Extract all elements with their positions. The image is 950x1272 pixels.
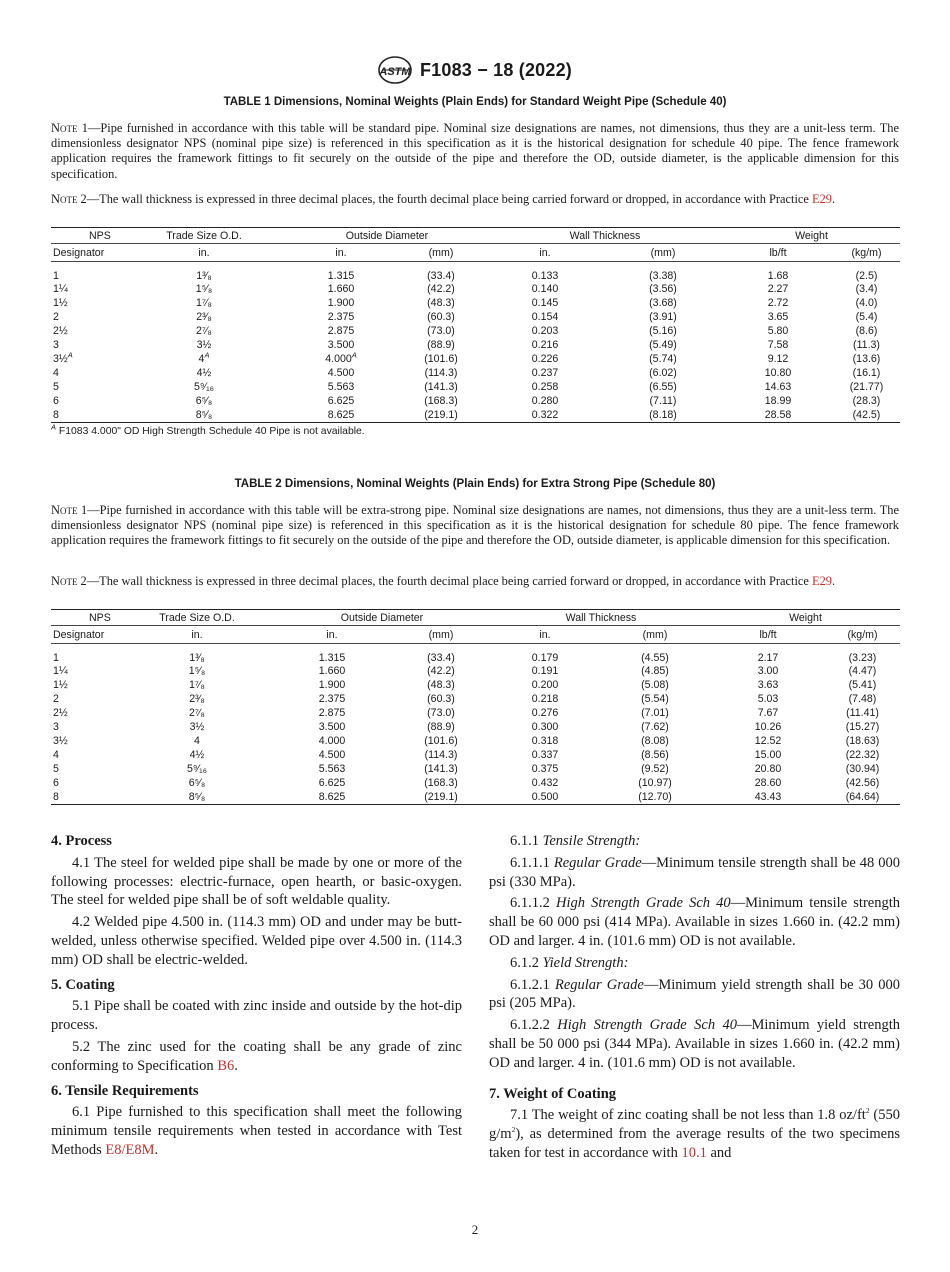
table2-cell: 8 — [51, 791, 121, 805]
table1-cell: (101.6) — [424, 352, 458, 365]
table2-header-nps: NPS — [51, 610, 121, 626]
table2-cell: (4.47) — [848, 665, 877, 678]
table1-cell: 2 — [53, 311, 59, 324]
table1-note1-lead: Note 1 — [51, 121, 88, 135]
table2-unit: (kg/m) — [825, 626, 900, 644]
table1-unit: (mm) — [395, 244, 487, 262]
table1-cell: (7.11) — [649, 394, 677, 407]
table2-cell: 1 — [53, 651, 59, 664]
table2-unit: in. — [491, 626, 599, 644]
table2-cell: (18.63) — [845, 734, 880, 747]
table2-unit: (mm) — [391, 626, 491, 644]
table1-cell: 2.27 — [767, 283, 789, 296]
table2-note1-lead: Note 1 — [51, 503, 88, 517]
table2-note2-text: —The wall thickness is expressed in three decimal places, the fourth decimal place being carried forward or dropped, in accordance with Practice — [86, 574, 812, 588]
table2-cell: 8⁵⁄₈ — [121, 791, 273, 805]
table2-row — [51, 665, 900, 679]
table2-cell: (30.94) — [845, 762, 880, 775]
para-6-1-1-2: 6.1.1.2 High Strength Grade Sch 40—Minimum tensile strength shall be 60 000 psi (414 MPa). Available in sizes 1.660 in. (42.2 mm) OD and larger. 4 in. (101.6 mm) OD is not available. — [489, 895, 901, 949]
table2-cell: (114.3) — [424, 748, 458, 761]
section-7-heading: 7. Weight of Coating — [489, 1085, 617, 1102]
table1-cell: (219.1) — [395, 409, 487, 423]
table1-cell: $4.000^A$ — [325, 350, 357, 365]
table1-cell: 5.563 — [327, 380, 355, 393]
table1-cell: 5⁹⁄₁₆ — [193, 380, 215, 393]
table1-header-outside-diameter: Outside Diameter — [287, 228, 487, 244]
table1-cell: 1.68 — [767, 269, 789, 282]
table2-cell: 28.60 — [754, 776, 782, 789]
footnote-ref: A — [67, 350, 73, 360]
table1-cell: 3.65 — [767, 311, 789, 324]
table1-row — [51, 409, 900, 423]
table2-cell: (9.52) — [641, 762, 669, 775]
table1-cell: 0.203 — [531, 325, 559, 338]
table2-cell: 5.563 — [318, 762, 346, 775]
table1-cell: (42.2) — [427, 283, 455, 296]
table2-cell: (5.08) — [641, 679, 669, 692]
table1-row — [51, 297, 900, 311]
table1-note2-text: —The wall thickness is expressed in three decimal places, the fourth decimal place being carried forward or dropped, in accordance with Practice — [86, 192, 812, 206]
table2-cell: 15.00 — [754, 748, 782, 761]
table2-cell: (22.32) — [845, 748, 880, 761]
body-left-column — [51, 832, 462, 1163]
table1-cell: 5.80 — [767, 325, 789, 338]
table2-cell: (5.54) — [641, 693, 669, 706]
para-7-1: 7.1 The weight of zinc coating shall be not less than 1.8 $oz/ft^2$ (550 $g/m^2$), as determined from the average results of the two specimens taken for test in accordance with 10.1 and — [489, 1106, 900, 1161]
table1-cell: $4^A$ — [198, 350, 210, 365]
table2-cell: (8.56) — [641, 748, 669, 761]
table1-cell: 10.80 — [764, 366, 792, 379]
table1-cell: 1⁷⁄₈ — [196, 297, 212, 310]
table1-cell: 0.154 — [531, 311, 559, 324]
table2-row — [51, 763, 900, 777]
table2-cell: 4 — [194, 734, 200, 747]
table2-cell: 4.000 — [318, 734, 346, 747]
astm-logo-icon — [378, 56, 412, 84]
table2-cell: 6⁵⁄₈ — [188, 776, 206, 789]
table1-e29-link[interactable]: E29 — [812, 192, 832, 206]
para-6-1-2-1: 6.1.2.1 Regular Grade—Minimum yield strength shall be 30 000 psi (205 MPa). — [489, 976, 901, 1012]
table1-unit: in. — [287, 244, 395, 262]
table2-cell: (219.1) — [391, 791, 491, 805]
table1-cell: 0.216 — [531, 339, 559, 352]
table1-unit: Designator — [51, 244, 121, 262]
table2-cell: 4½ — [189, 748, 205, 761]
table1-note1 — [51, 121, 899, 182]
table2-cell: 0.318 — [531, 734, 559, 747]
table1-cell: 0.140 — [531, 283, 559, 296]
para-6-1-2: 6.1.2 Yield Strength: — [510, 954, 629, 971]
table2-cell: 1³⁄₈ — [189, 651, 205, 664]
table2-cell: (42.2) — [427, 665, 455, 678]
table1-cell: 14.63 — [764, 380, 792, 393]
table1-cell: 28.58 — [723, 409, 833, 423]
table1-note1-text: —Pipe furnished in accordance with this table will be standard pipe. Nominal size designations are names, not dimensions, thus they are a unit-less term. The dimensionless designator NPS (nominal pipe size) is referenced in this specification as it is the historical designation for schedule 40 pipe. The fence framework application requires the framework fittings to fit securely on the outside of the pipe and therefore the OD, outside diameter, is the applicable dimension for this specification. — [51, 121, 899, 181]
table2-cell: (3.23) — [848, 651, 877, 664]
table1-cell: 6⁵⁄₈ — [195, 394, 213, 407]
table2-cell: 5⁹⁄₁₆ — [186, 762, 208, 775]
footnote-ref: A — [204, 350, 210, 360]
para-5-1: 5.1 Pipe shall be coated with zinc inside and outside by the hot-dip process. — [51, 998, 462, 1034]
table2-cell: (60.3) — [427, 693, 455, 706]
table1-cell: (4.0) — [855, 297, 878, 310]
table2-cell: (64.64) — [825, 791, 900, 805]
table1-cell: (8.18) — [603, 409, 723, 423]
table1-cell: 18.99 — [764, 394, 792, 407]
table1-cell: 0.145 — [531, 297, 559, 310]
table2-unit: in. — [121, 626, 273, 644]
table1-header-wall-thickness: Wall Thickness — [487, 228, 723, 244]
table2-cell: (4.55) — [641, 651, 669, 664]
para-6-1-2-2: 6.1.2.2 High Strength Grade Sch 40—Minimum yield strength shall be 50 000 psi (344 MPa). Available in sizes 1.660 in. (42.2 mm) OD and larger. 4 in. (101.6 mm) OD is not available. — [489, 1017, 901, 1071]
table1-cell: (88.9) — [427, 339, 455, 352]
table2-cell: (8.08) — [641, 734, 669, 747]
table2-cell: 3.500 — [318, 721, 346, 734]
table1-row — [51, 367, 900, 381]
e8-link[interactable]: E8/E8M — [105, 1141, 155, 1158]
table2-cell: 3.63 — [757, 679, 779, 692]
table1-cell: 2.875 — [327, 325, 355, 338]
table2-cell: (7.01) — [641, 707, 669, 720]
table1-cell: 1.315 — [327, 269, 355, 282]
table2-cell: 0.276 — [531, 707, 559, 720]
table2-cell: (73.0) — [427, 707, 455, 720]
table2-cell: 3.00 — [757, 665, 779, 678]
table1-cell: 4.500 — [327, 366, 355, 379]
table1-cell: (5.49) — [649, 339, 677, 352]
table2-row — [51, 777, 900, 791]
table1-cell: (33.4) — [427, 269, 455, 282]
table2-cell: (33.4) — [427, 651, 455, 664]
para-6-1: 6.1 Pipe furnished to this specification shall meet the following minimum tensile requirements when tested in accordance with Test Methods E8/E8M. — [51, 1104, 462, 1158]
table1-row — [51, 283, 900, 297]
table2-note2: Note 2—The wall thickness is expressed in three decimal places, the fourth decimal place being carried forward or dropped, in accordance with Practice E29. — [51, 574, 836, 588]
table1-cell: (3.4) — [855, 283, 878, 296]
table2-cell: (101.6) — [424, 734, 458, 747]
table1-cell: 1¼ — [53, 283, 68, 296]
table1-cell: 2⁷⁄₈ — [196, 325, 212, 338]
table2-unit: in. — [273, 626, 391, 644]
table2-row — [51, 735, 900, 749]
table1-cell: (21.77) — [849, 380, 884, 393]
page-header — [0, 56, 950, 84]
table1-cell: 6.625 — [327, 394, 355, 407]
table1-cell: (60.3) — [427, 311, 455, 324]
table2-cell: 0.375 — [531, 762, 559, 775]
table2-cell: 1½ — [53, 679, 68, 692]
table2-cell: 2 — [53, 693, 59, 706]
table2-cell: 10.26 — [754, 721, 782, 734]
table2-cell: 6 — [53, 776, 59, 789]
table2-cell: (12.70) — [599, 791, 711, 805]
table1-cell: (42.5) — [833, 409, 900, 423]
table2-cell: 2.17 — [757, 651, 779, 664]
table1-unit: in. — [121, 244, 287, 262]
table2-header-wall-thickness: Wall Thickness — [491, 610, 711, 626]
table2-cell: 0.179 — [531, 651, 559, 664]
table1-cell: (11.3) — [853, 339, 880, 352]
table2-row — [51, 707, 900, 721]
page-number: 2 — [471, 1222, 479, 1237]
table1-cell: (3.38) — [649, 269, 677, 282]
table2-cell: (7.48) — [848, 693, 877, 706]
table1-note2: Note 2—The wall thickness is expressed in three decimal places, the fourth decimal place being carried forward or dropped, in accordance with Practice E29. — [51, 192, 836, 206]
section-6-heading: 6. Tensile Requirements — [51, 1082, 199, 1099]
table1-header-trade-size: Trade Size O.D. — [121, 228, 287, 244]
table2-cell: 6.625 — [318, 776, 346, 789]
table2-cell: (88.9) — [427, 721, 455, 734]
table2-row — [51, 721, 900, 735]
table1-cell: 2.375 — [327, 311, 355, 324]
table2-cell: 4 — [53, 748, 59, 761]
table1-cell: (13.6) — [852, 352, 881, 365]
table2-header-trade-size: Trade Size O.D. — [121, 610, 273, 626]
table2-cell: (42.56) — [845, 776, 880, 789]
table1-cell: 3.500 — [327, 339, 355, 352]
table1-unit: lb/ft — [723, 244, 833, 262]
table2-cell: 5 — [53, 762, 59, 775]
table1-title: TABLE 1 Dimensions, Nominal Weights (Plain Ends) for Standard Weight Pipe (Schedule 40) — [223, 96, 727, 108]
table2-cell: 43.43 — [711, 791, 825, 805]
table1-cell: 1 — [53, 269, 59, 282]
table2-cell: (11.41) — [846, 707, 879, 720]
table1-cell: (6.55) — [649, 380, 677, 393]
table2-row — [51, 652, 900, 666]
table1-cell: (141.3) — [424, 380, 458, 393]
table1-cell: (5.4) — [855, 311, 878, 324]
table2-cell: 2½ — [53, 707, 68, 720]
table1-cell: 2.72 — [767, 297, 789, 310]
table1-cell: (2.5) — [855, 269, 878, 282]
table2-cell: 1.315 — [318, 651, 346, 664]
table1-cell: 8.625 — [287, 409, 395, 423]
table2-cell: 0.337 — [531, 748, 559, 761]
table1-cell: 3½$^A$ — [53, 350, 73, 365]
table1-cell: 0.237 — [531, 366, 559, 379]
table2-cell: 7.67 — [757, 707, 779, 720]
table1-cell: (73.0) — [427, 325, 455, 338]
para-6-1-1: 6.1.1 Tensile Strength: — [510, 833, 641, 849]
table1-cell: 7.58 — [767, 339, 789, 352]
table1-row — [51, 381, 900, 395]
table2-title: TABLE 2 Dimensions, Nominal Weights (Plain Ends) for Extra Strong Pipe (Schedule 80) — [234, 478, 716, 490]
table2-cell: (141.3) — [424, 762, 458, 775]
table2-cell: 1.660 — [318, 665, 346, 678]
table1-cell: 0.322 — [487, 409, 603, 423]
table1-cell: (6.02) — [649, 366, 677, 379]
table1-row — [51, 353, 900, 367]
table2 — [51, 609, 900, 805]
table1-cell: (114.3) — [424, 366, 458, 379]
table2-cell: 1⁷⁄₈ — [189, 679, 205, 692]
table1-header-nps: NPS — [51, 228, 121, 244]
table2-cell: (10.97) — [638, 776, 672, 789]
footnote-mark: A — [51, 422, 57, 432]
table1-unit: in. — [487, 244, 603, 262]
table1-cell: 5 — [53, 380, 59, 393]
table2-cell: (7.62) — [641, 721, 669, 734]
table1-cell: 0.133 — [531, 269, 559, 282]
table1-cell: (5.74) — [649, 352, 677, 365]
table1-cell: 3½ — [196, 339, 212, 352]
footnote-ref: A — [351, 350, 357, 360]
section-5-heading: 5. Coating — [51, 976, 115, 993]
table1-note2-lead: Note 2 — [51, 192, 87, 206]
table2-cell: 5.03 — [757, 693, 779, 706]
table1-cell: (16.1) — [852, 366, 881, 379]
table2-row — [51, 791, 900, 805]
section-4-heading: 4. Process — [51, 833, 112, 849]
table2-cell: 0.200 — [531, 679, 559, 692]
table1-cell: 9.12 — [767, 352, 789, 365]
table1-cell: 3 — [53, 339, 59, 352]
table2-cell: 2.875 — [318, 707, 346, 720]
table2-cell: 20.80 — [754, 762, 782, 775]
table1-cell: 0.226 — [531, 352, 559, 365]
table2-cell: 1¼ — [53, 665, 68, 678]
table2-header-outside-diameter: Outside Diameter — [273, 610, 491, 626]
table1-cell: (48.3) — [427, 297, 455, 310]
para-5-2: 5.2 The zinc used for the coating shall be any grade of zinc conforming to Specification B6. — [51, 1038, 462, 1074]
table1-unit: (kg/m) — [833, 244, 900, 262]
table1-cell: 0.258 — [531, 380, 559, 393]
para-6-1-1-1: 6.1.1.1 Regular Grade—Minimum tensile strength shall be 48 000 psi (330 MPa). — [489, 854, 900, 890]
table2-cell: 12.52 — [754, 734, 782, 747]
table1-cell: 1.660 — [327, 283, 355, 296]
table1-cell: 4 — [53, 366, 59, 379]
table2-cell: 3½ — [189, 721, 205, 734]
table2-cell: (15.27) — [845, 721, 880, 734]
table2-cell: 0.300 — [531, 721, 559, 734]
table1-row — [51, 311, 900, 325]
table2-unit: lb/ft — [711, 626, 825, 644]
table1 — [51, 227, 900, 423]
table1-unit: (mm) — [603, 244, 723, 262]
table1-cell: 1³⁄₈ — [196, 269, 212, 282]
table2-cell: 8.625 — [273, 791, 391, 805]
table2-cell: 3½ — [53, 734, 68, 747]
table2-row — [51, 679, 900, 693]
table2-note1 — [51, 503, 899, 549]
table2-header-weight: Weight — [711, 610, 900, 626]
table1-cell: (8.6) — [855, 325, 878, 338]
document-id: F1083 − 18 (2022) — [419, 59, 572, 80]
table1-footnote — [51, 422, 365, 437]
table2-cell: 0.500 — [491, 791, 599, 805]
table2-note2-lead: Note 2 — [51, 574, 87, 588]
table2-cell: 1⁵⁄₈ — [188, 665, 206, 678]
table2-cell: 4.500 — [318, 748, 346, 761]
table1-cell: (28.3) — [852, 394, 881, 407]
table1-cell: 6 — [53, 394, 59, 407]
table1-row — [51, 339, 900, 353]
para-4-2: 4.2 Welded pipe 4.500 in. (114.3 mm) OD and under may be butt-welded, unless otherwise specified. Welded pipe over 4.500 in. (114.3 mm) OD shall be electric-welded. — [51, 914, 462, 968]
table1-row — [51, 395, 900, 409]
table2-note1-text: —Pipe furnished in accordance with this table will be extra-strong pipe. Nominal size designations are names, not dimensions, thus they are a unit-less term. The dimensionless designator NPS (nominal pipe size) is referenced in this specification as it is the historical designation for schedule 80 pipe. The fence framework application requires the framework fittings to fit securely on the outside of the pipe and therefore the OD, outside diameter, is applicable dimension for this specification. — [51, 503, 899, 548]
table1-cell: (3.91) — [649, 311, 677, 324]
table2-cell: 2.375 — [318, 693, 346, 706]
table1-cell: 2½ — [53, 325, 68, 338]
table2-row — [51, 749, 900, 763]
table1-cell: 1.900 — [327, 297, 355, 310]
para-4-1: 4.1 The steel for welded pipe shall be made by one or more of the following processes: electric-furnace, open hearth, or basic-oxygen. The steel for welded pipe shall be of soft weldable quality. — [51, 854, 462, 909]
table2-row — [51, 693, 900, 707]
table1-cell: (168.3) — [424, 394, 458, 407]
table2-cell: 0.432 — [531, 776, 559, 789]
table2-cell: 0.191 — [531, 665, 559, 678]
table1-cell: 1⁵⁄₈ — [195, 283, 213, 296]
table2-cell: 2⁷⁄₈ — [189, 707, 205, 720]
table2-unit: (mm) — [599, 626, 711, 644]
table2-cell: (168.3) — [424, 776, 458, 789]
table1-cell: 2³⁄₈ — [196, 311, 212, 324]
body-right-column — [489, 832, 900, 1166]
table1-row — [51, 325, 900, 339]
table1-cell: 8 — [51, 409, 121, 423]
table2-cell: 1.900 — [318, 679, 346, 692]
table2-cell: (5.41) — [848, 679, 877, 692]
table2-e29-link[interactable]: E29 — [812, 574, 832, 588]
logo-text: ASTM — [379, 66, 411, 78]
table1-row — [51, 270, 900, 284]
table2-cell: (4.85) — [641, 665, 669, 678]
table1-cell: 1½ — [53, 297, 68, 310]
table2-cell: (48.3) — [427, 679, 455, 692]
footnote-text: F1083 4.000" OD High Strength Schedule 40 Pipe is not available. — [56, 426, 365, 437]
table1-cell: (3.68) — [649, 297, 677, 310]
table2-cell: 2³⁄₈ — [189, 693, 205, 706]
table1-cell: (5.16) — [649, 325, 677, 338]
table1-cell: 0.280 — [531, 394, 559, 407]
table2-unit: Designator — [51, 626, 121, 644]
table2-cell: 3 — [53, 721, 59, 734]
table1-header-weight: Weight — [723, 228, 900, 244]
b6-link[interactable]: B6 — [217, 1057, 235, 1074]
table1-cell: 4½ — [196, 366, 212, 379]
section-10-1-link[interactable]: 10.1 — [681, 1144, 707, 1161]
table2-cell: 0.218 — [531, 693, 559, 706]
table1-cell: 8⁵⁄₈ — [121, 409, 287, 423]
table1-cell: (3.56) — [649, 283, 677, 296]
